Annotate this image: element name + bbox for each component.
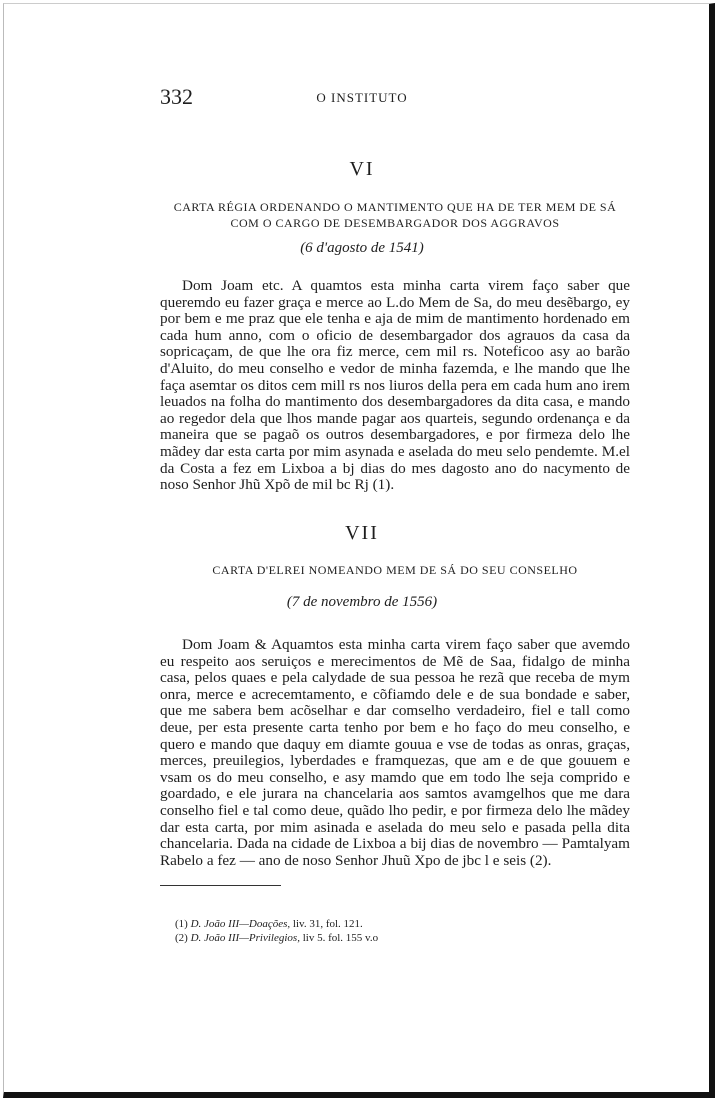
footnote [175, 931, 378, 945]
section-vi-title-line1: CARTA RÉGIA ORDENANDO O MANTIMENTO QUE HA DE TER MEM DE SÁ [173, 200, 617, 214]
section-vi-title [160, 199, 630, 231]
footnote [175, 917, 378, 931]
footnote-ref: liv. 31, fol. 121. [292, 918, 363, 930]
footnote-rule [160, 885, 281, 886]
footnote-marker: (2) [175, 932, 188, 944]
page-number: 332 [160, 84, 193, 109]
section-vii-body: Dom Joam & Aquamtos esta minha carta virem faço saber que avemdo eu respeito aos seruiços e merecimentos de Mẽ de Saa, fidalgo de minha casa, pelos quaes e pela calydade de sua pessoa he rezã que receba de mym onra, merce e acrecemtamento, e cõfiamdo dele e de sua bondade e saber, que me sabera bem acõselhar e dar comselho verdadeiro, fiel e tall como deue, per esta presente carta tenho por bem e ho faço do meu conselho, e quero e mando que daquy em diamte gouua e vse de todas as onras, graças, merces, preuilegios, lyberdades e framquezas, que am e de que gouuem e vsam os do meu conselho, e asy mamdo que em todo lhe seja comprido e goardado, e ele jurara na chancelaria aos samtos avamgelhos que me dara conselho fiel e tal como deue, quãdo lho pedir, e por firmeza delo lhe mãdey dar esta carta, por mim asinada e aselada do meu selo e pasada pella dita chancelaria. Dada na cidade de Lixboa a bij dias de novembro — Pamtalyam Rabelo a fez — ano de noso Senhor Jhuũ Xpo de jbc l e seis (2). [160, 636, 630, 869]
section-vii-numeral: VII [345, 522, 379, 544]
section-vi-date: (6 d'agosto de 1541) [300, 240, 424, 256]
footnote-source: D. João III—Privilegios, [190, 932, 300, 944]
footnote-source: D. João III—Doações, [190, 918, 291, 930]
section-vii-title: CARTA D'ELREI NOMEANDO MEM DE SÁ DO SEU CONSELHO [212, 563, 578, 577]
section-vi-title-line2: COM O CARGO DE DESEMBARGADOR DOS AGGRAVOS [230, 216, 560, 230]
footnote-marker: (1) [175, 918, 188, 930]
section-vi-numeral: VI [349, 158, 375, 180]
footnote-ref: liv 5. fol. 155 v.o [302, 932, 379, 944]
footnotes [175, 917, 378, 945]
running-head: O INSTITUTO [316, 90, 408, 105]
section-vi-body: Dom Joam etc. A quamtos esta minha carta virem faço saber que queremdo eu fazer graça e merce ao L.do Mem de Sa, do meu desẽbargo, ey por bem e me praz que ele tenha e aja de mim de mantimento hordenado em cada hum anno, com o oficio de desembargador dos agrauos da casa da sopricaçam, de que lhe ora fiz merce, cem mil rs. Noteficoo asy ao barão d'Aluito, do meu conselho e vedor de minha fazemda, e lhe mando que lhe faça asemtar os ditos cem mill rs nos liuros della pera em cada hum ano irem leuados na folha do mantimento dos desembargadores da dita casa, e mando ao regedor dela que lhos mande pagar aos quarteis, segundo ordenança e da maneira que se pagaõ os outros desembargadores, e por firmeza delo lhe mãdey dar esta carta por mim asynada e aselada do meu selo pendemte. M.el da Costa a fez em Lixboa a bj dias do mes dagosto ano do nacymento de noso Senhor Jhũ Xpõ de mil bc Rj (1). [160, 277, 630, 494]
section-vii-date: (7 de novembro de 1556) [286, 594, 438, 610]
